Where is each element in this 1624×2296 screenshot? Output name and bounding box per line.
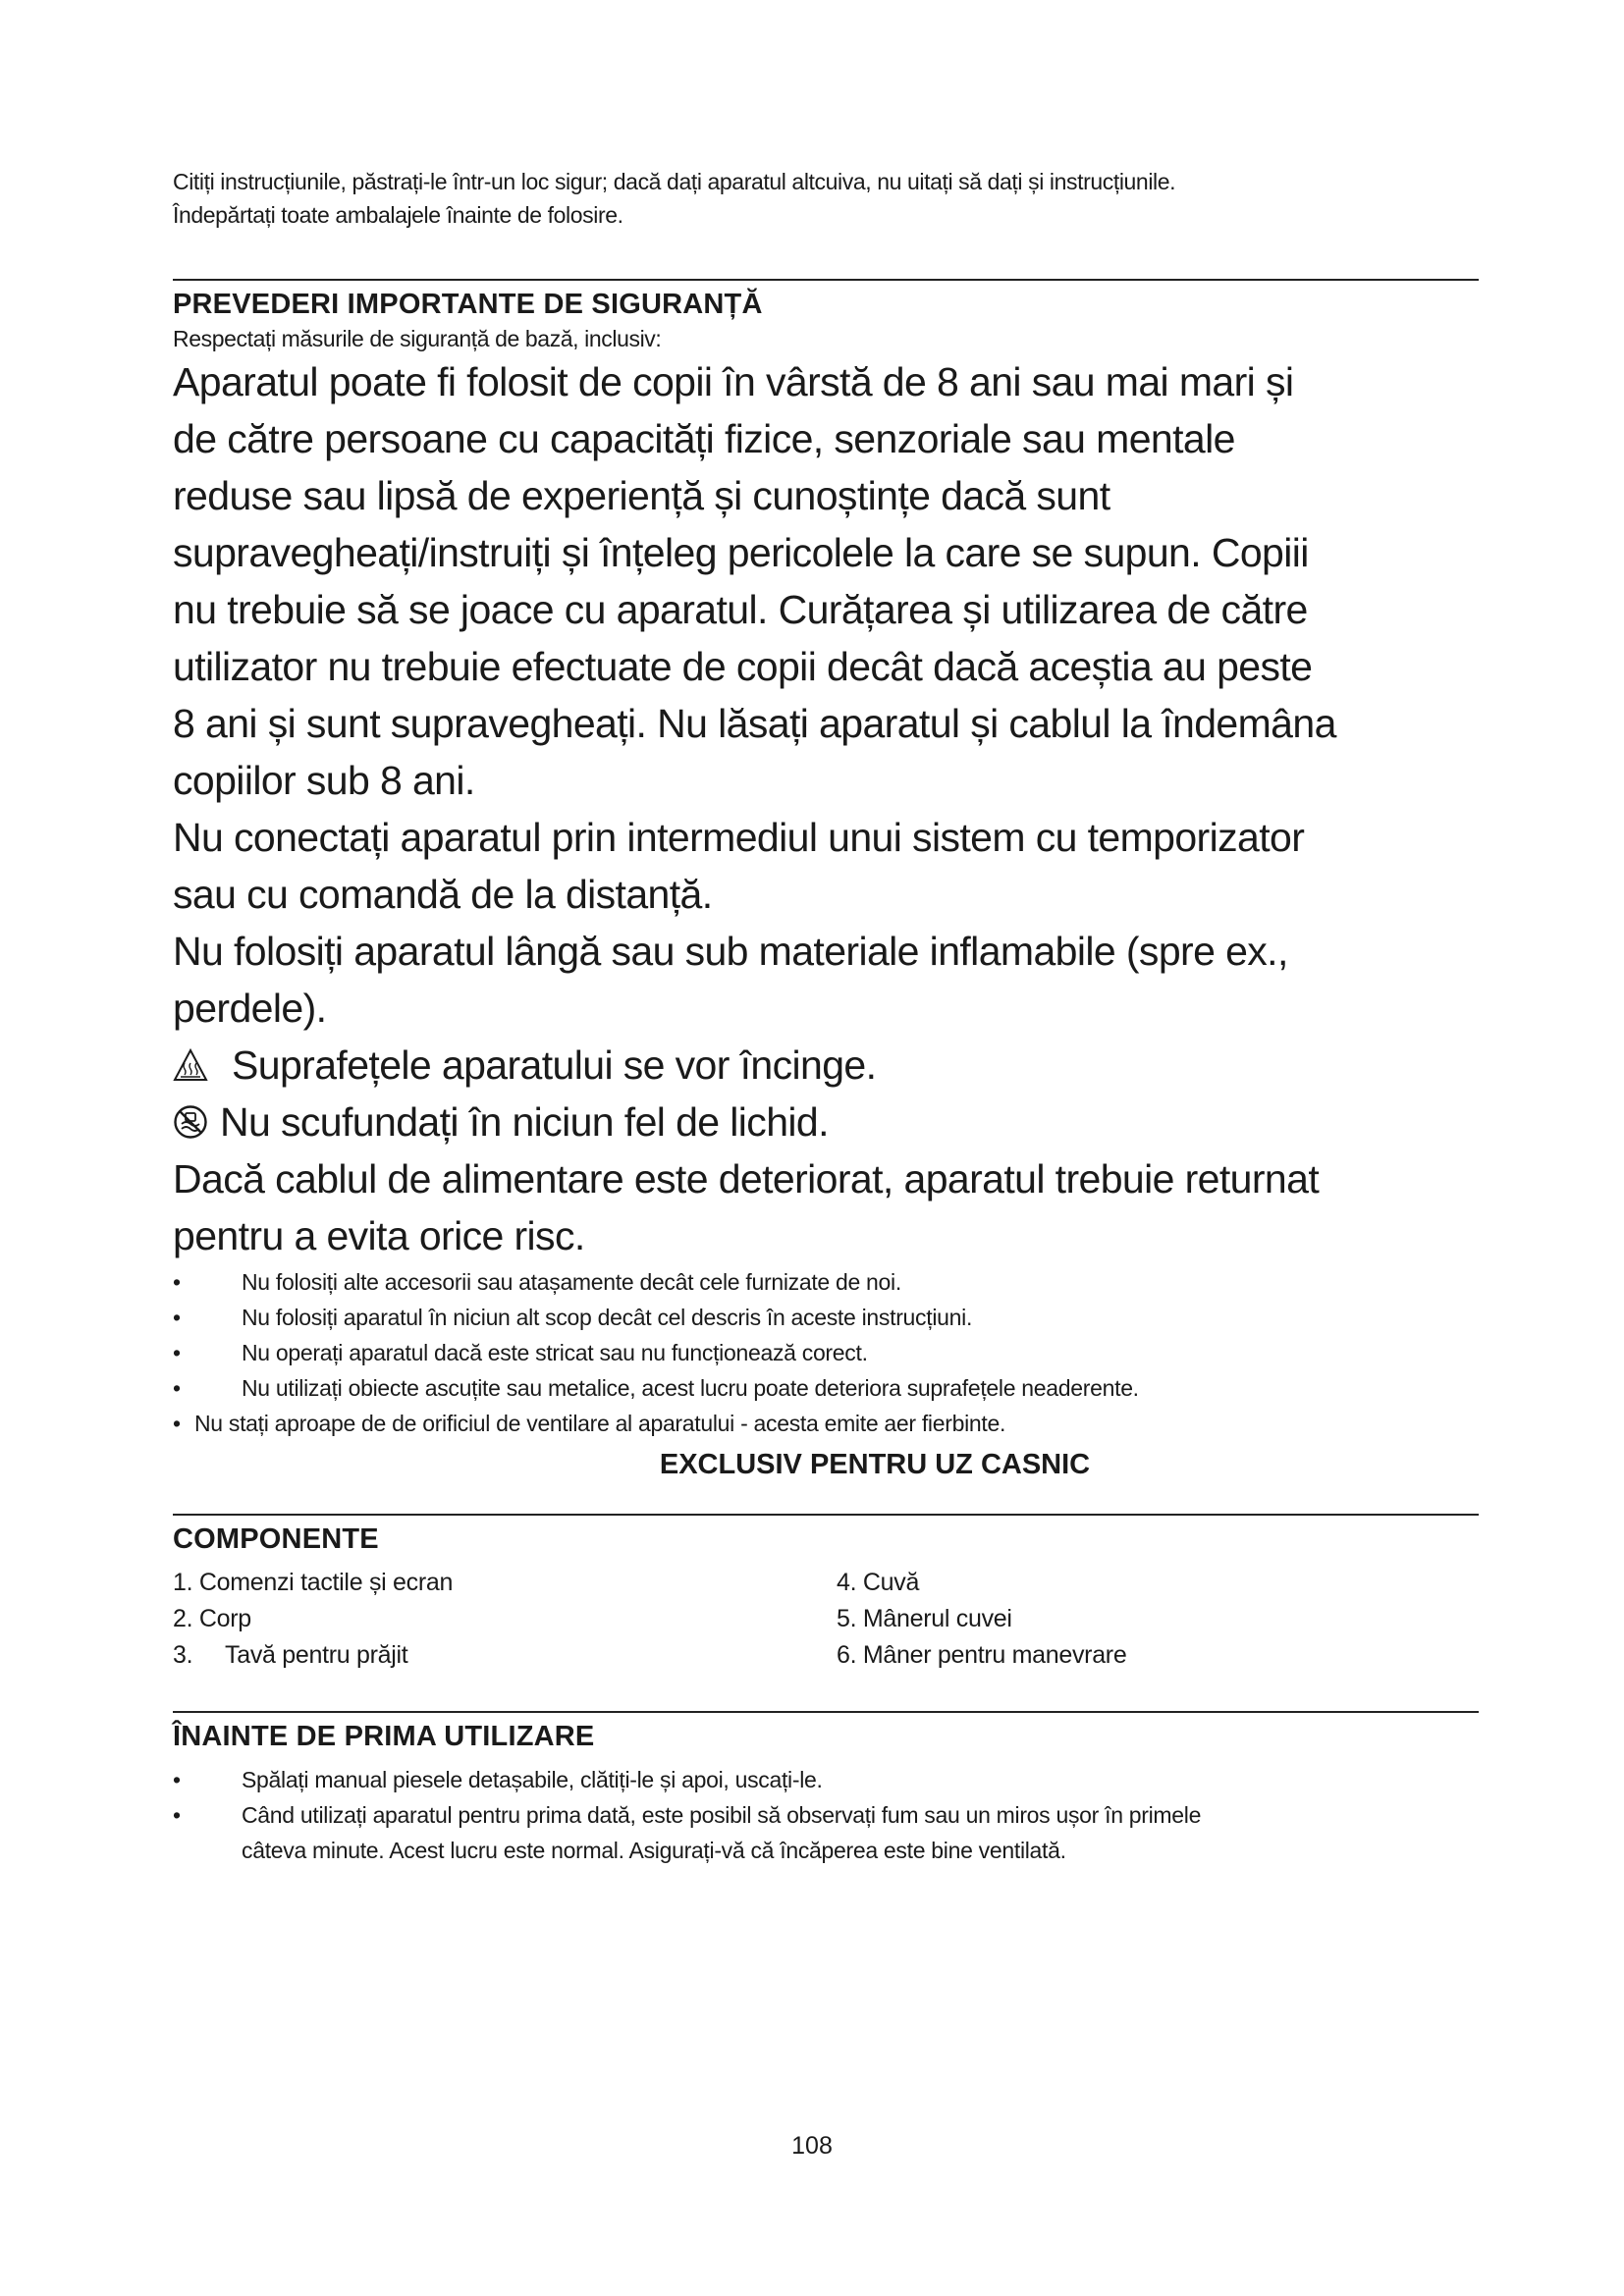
safety-subtitle: Respectați măsurile de siguranță de bază, inclusiv: [173, 326, 662, 351]
list-item [173, 1370, 1479, 1406]
list-item-text: Spălați manual piesele detașabile, clătiți-le și apoi, uscați-le. [242, 1767, 823, 1792]
warning-line: reduse sau lipsă de experiență și cunoștințe dacă sunt [173, 473, 1110, 518]
component-item: 3. Tavă pentru prăjit [173, 1641, 408, 1669]
warning-line: de către persoane cu capacități fizice, senzoriale sau mentale [173, 416, 1235, 461]
safety-bullet-list [173, 1264, 1479, 1441]
list-item-text: Nu folosiți aparatul în niciun alt scop decât cel descris în aceste instrucțiuni. [242, 1305, 973, 1330]
warning-line: utilizator nu trebuie efectuate de copii decât dacă aceștia au peste [173, 644, 1313, 689]
warning-line: Aparatul poate fi folosit de copii în vârstă de 8 ani sau mai mari și [173, 359, 1294, 404]
warning-line: nu trebuie să se joace cu aparatul. Curățarea și utilizarea de către [173, 587, 1308, 632]
bullet-icon: • [173, 1375, 181, 1401]
components-list [173, 1565, 1479, 1674]
list-item-text: Nu operați aparatul dacă este stricat sau nu funcționează corect. [242, 1340, 868, 1365]
do-not-immerse-icon [173, 1104, 208, 1140]
list-item [173, 1406, 1479, 1441]
list-item-text: Nu stați aproape de de orificiul de ventilare al aparatului - acesta emite aer fierbinte. [194, 1411, 1006, 1436]
hot-surface-warning [173, 1037, 1479, 1094]
component-item: 6. Mâner pentru manevrare [837, 1641, 1127, 1669]
household-use-notice: EXCLUSIV PENTRU UZ CASNIC [659, 1449, 1091, 1480]
list-item-continuation [173, 1833, 1479, 1868]
bullet-icon: • [173, 1340, 181, 1365]
components-title: COMPONENTE [173, 1523, 379, 1555]
warning-line: Nu conectați aparatul prin intermediul unui sistem cu temporizator [173, 815, 1305, 860]
hot-surface-warning-icon [173, 1047, 208, 1083]
bullet-icon: • [173, 1269, 181, 1295]
component-item: 2. Corp [173, 1605, 251, 1632]
before-first-use-list [173, 1762, 1479, 1868]
list-item-text: câteva minute. Acest lucru este normal. Asigurați-vă că încăperea este bine ventilată. [242, 1838, 1066, 1863]
bullet-icon: • [173, 1767, 181, 1792]
list-item-text: Nu utilizați obiecte ascuțite sau metalice, acest lucru poate deteriora suprafețele neaderente. [242, 1375, 1139, 1401]
bullet-icon: • [173, 1411, 181, 1436]
component-item: 4. Cuvă [837, 1569, 920, 1596]
list-item [173, 1264, 1479, 1300]
list-item-text: Nu folosiți alte accesorii sau atașamente decât cele furnizate de noi. [242, 1269, 901, 1295]
intro-line-1: Citiți instrucțiunile, păstrați-le într-un loc sigur; dacă dați aparatul altcuiva, nu uitați să dați și instrucțiunile. [173, 169, 1176, 194]
hot-surface-text: Suprafețele aparatului se vor încinge. [232, 1042, 877, 1088]
safety-warnings [173, 353, 1479, 1264]
component-item: 5. Mânerul cuvei [837, 1605, 1012, 1632]
section-divider [173, 1711, 1479, 1713]
list-item [173, 1335, 1479, 1370]
warning-line: 8 ani și sunt supravegheați. Nu lăsați aparatul și cablul la îndemâna [173, 701, 1336, 746]
intro-text [173, 165, 1479, 232]
safety-title: PREVEDERI IMPORTANTE DE SIGURANȚĂ [173, 289, 763, 320]
bullet-icon: • [173, 1305, 181, 1330]
warning-line: perdele). [173, 986, 327, 1031]
page-number: 108 [791, 2132, 833, 2160]
list-item-text: Când utilizați aparatul pentru prima dată, este posibil să observați fum sau un miros ușor în primele [242, 1802, 1202, 1828]
document-page [173, 165, 1479, 1868]
list-item [173, 1762, 1479, 1797]
before-first-use-title: ÎNAINTE DE PRIMA UTILIZARE [173, 1721, 595, 1752]
cord-warning-line-2: pentru a evita orice risc. [173, 1213, 585, 1258]
cord-warning-line-1: Dacă cablul de alimentare este deteriorat, aparatul trebuie returnat [173, 1156, 1320, 1201]
list-item [173, 1797, 1479, 1833]
warning-line: copiilor sub 8 ani. [173, 758, 475, 803]
section-divider [173, 1514, 1479, 1516]
no-immerse-text: Nu scufundați în niciun fel de lichid. [220, 1099, 829, 1145]
intro-line-2: Îndepărtați toate ambalajele înainte de folosire. [173, 202, 623, 228]
warning-line: supravegheați/instruiți și înțeleg pericolele la care se supun. Copiii [173, 530, 1309, 575]
component-item: 1. Comenzi tactile și ecran [173, 1569, 454, 1596]
bullet-icon: • [173, 1802, 181, 1828]
section-divider [173, 279, 1479, 281]
warning-line: sau cu comandă de la distanță. [173, 872, 713, 917]
no-immerse-warning [173, 1094, 1479, 1150]
list-item [173, 1300, 1479, 1335]
warning-line: Nu folosiți aparatul lângă sau sub materiale inflamabile (spre ex., [173, 929, 1288, 974]
